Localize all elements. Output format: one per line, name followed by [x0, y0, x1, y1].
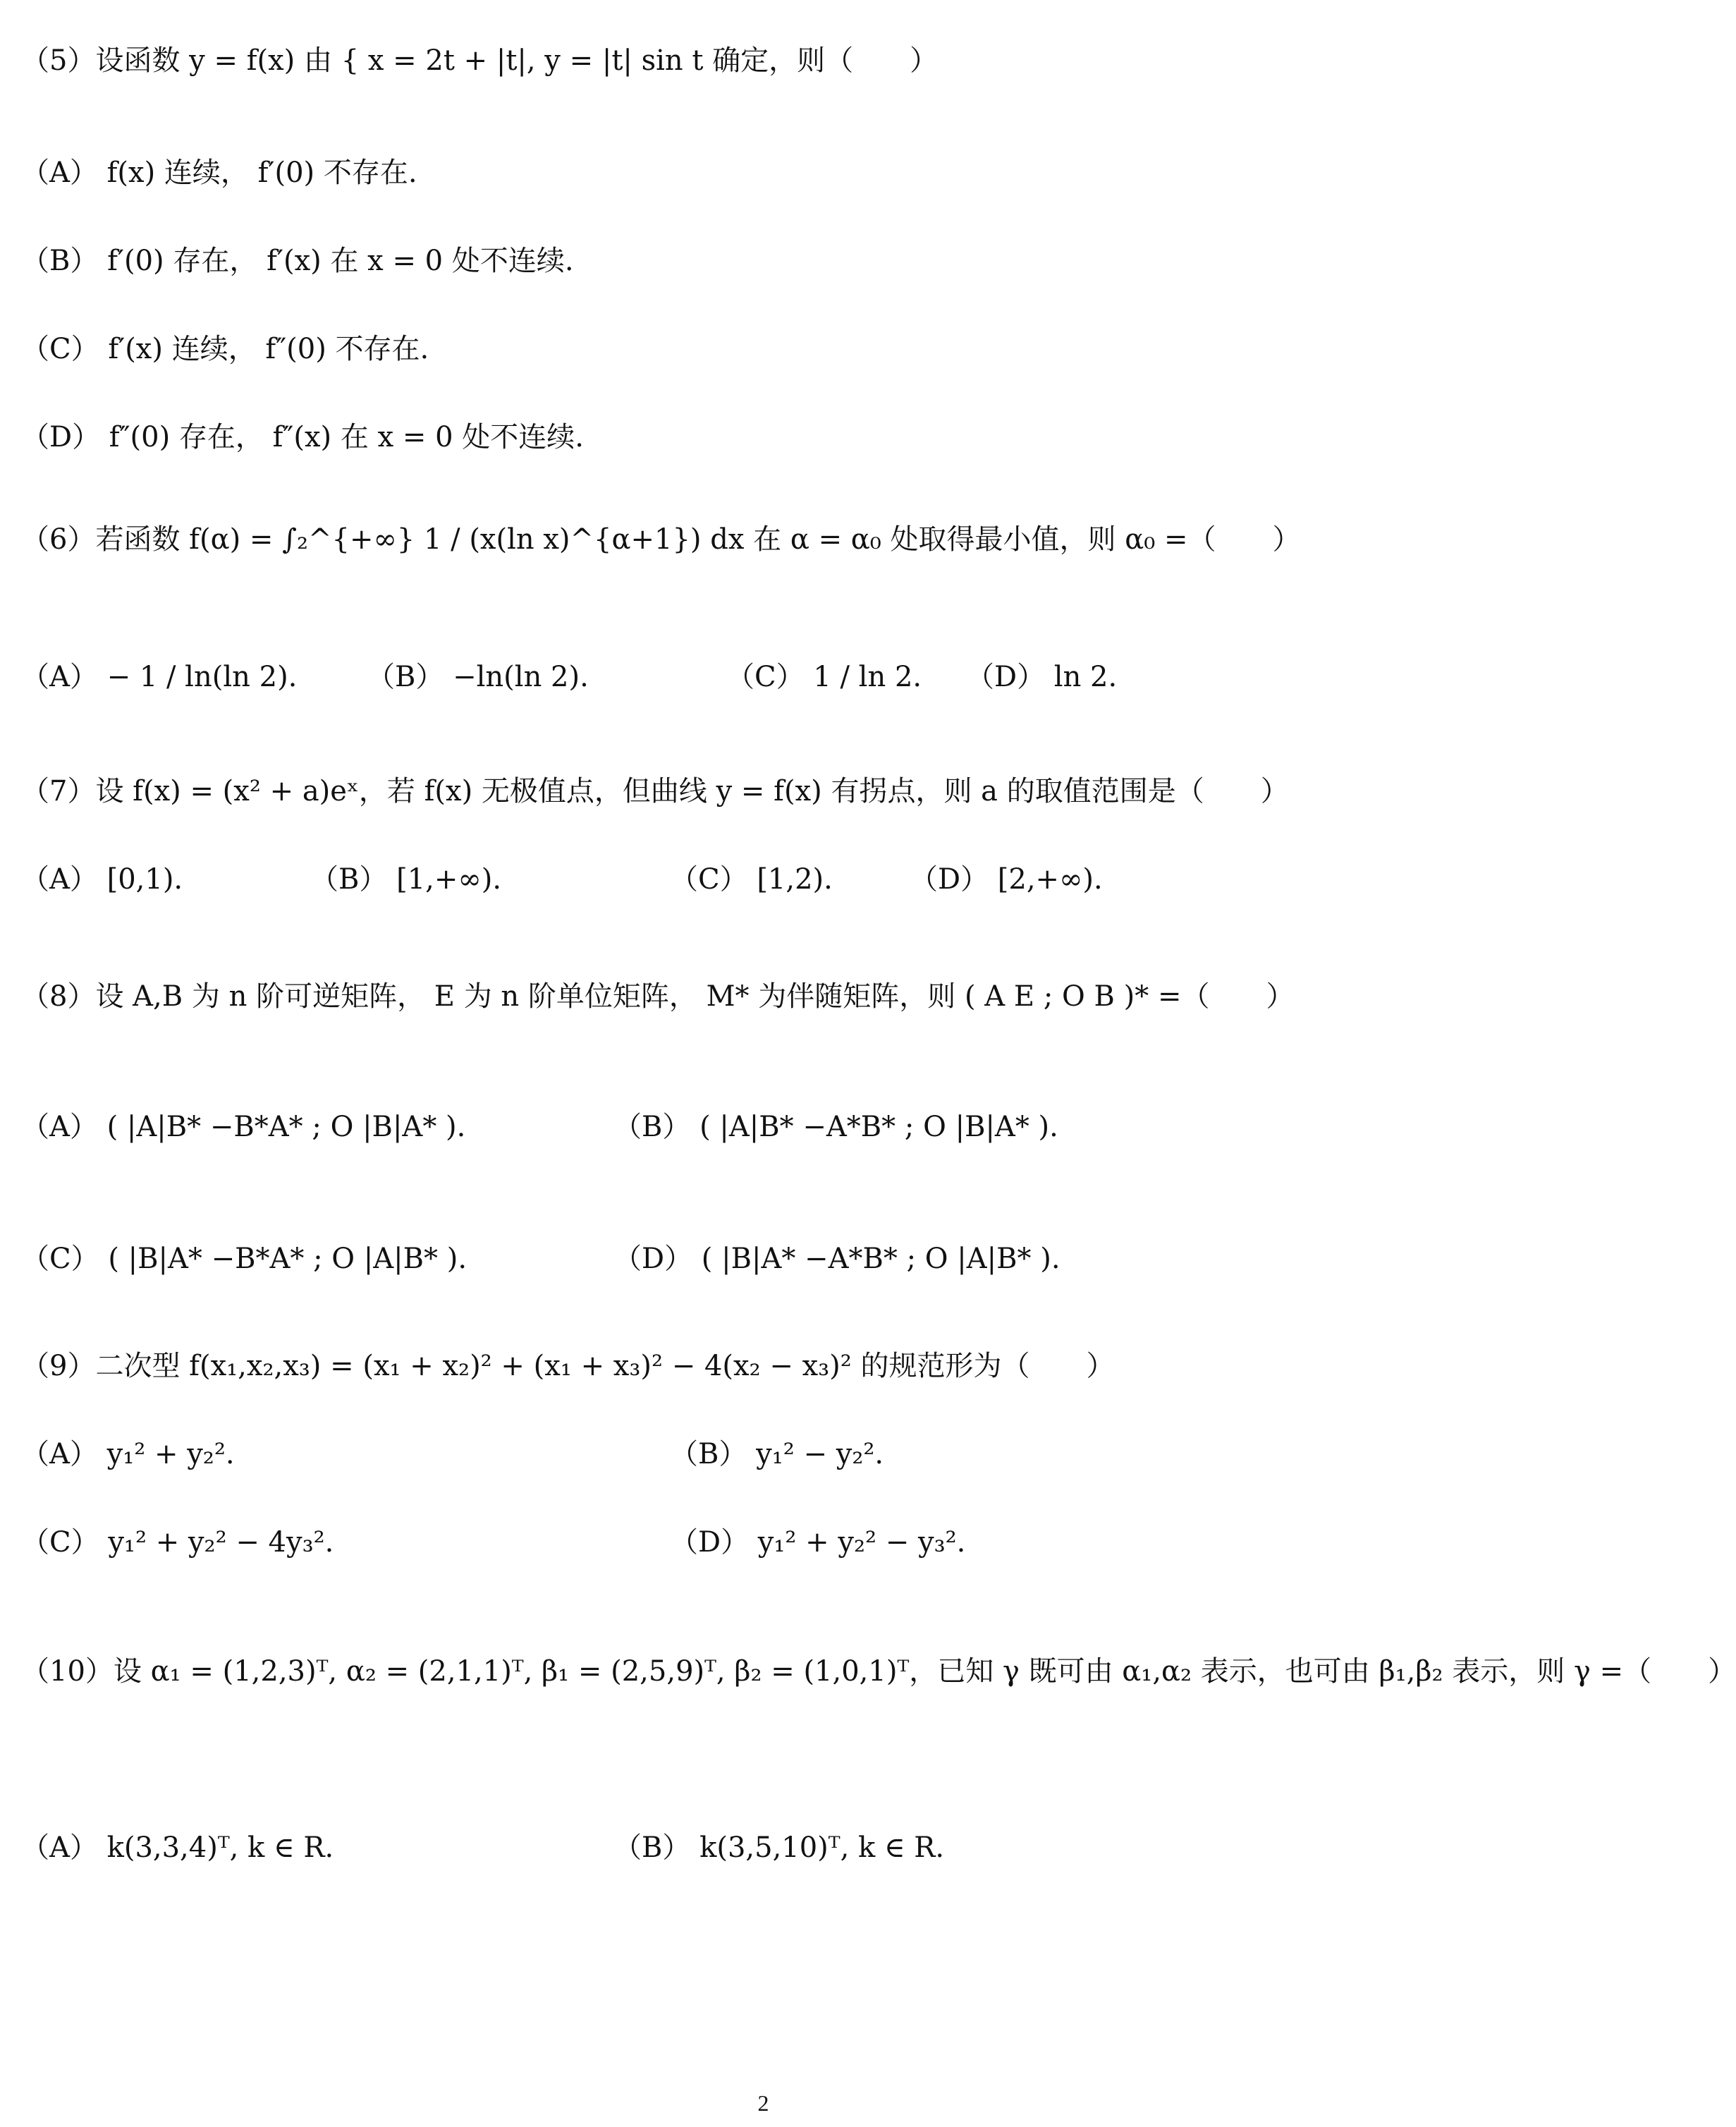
q5-option-c[interactable]: （C） f′(x) 连续， f″(0) 不存在. [21, 333, 429, 365]
q9-option-d[interactable]: （D） y₁² + y₂² − y₃². [670, 1526, 966, 1559]
q10-option-a[interactable]: （A） k(3,3,4)ᵀ, k ∈ R. [21, 1832, 334, 1864]
q6-option-a[interactable]: （A） − 1 / ln(ln 2). [21, 661, 298, 693]
q9-stem: （9）二次型 f(x₁,x₂,x₃) = (x₁ + x₂)² + (x₁ + x₃)² − 4(x₂ − x₃)² 的规范形为（ ） [21, 1350, 1115, 1382]
q8-option-c[interactable]: （C） ( |B|A* −B*A* ; O |A|B* ). [21, 1243, 467, 1275]
q7-option-a[interactable]: （A） [0,1). [21, 863, 183, 896]
q8-option-a[interactable]: （A） ( |A|B* −B*A* ; O |B|A* ). [21, 1111, 466, 1143]
q7-stem: （7）设 f(x) = (x² + a)eˣ，若 f(x) 无极值点，但曲线 y = f(x) 有拐点，则 a 的取值范围是（ ） [21, 775, 1289, 807]
q10-stem: （10）设 α₁ = (1,2,3)ᵀ, α₂ = (2,1,1)ᵀ, β₁ = (2,5,9)ᵀ, β₂ = (1,0,1)ᵀ，已知 γ 既可由 α₁,α₂ 表示，也可由 β₁,β₂ 表示，则 γ =（ ） [21, 1655, 1736, 1688]
q7-option-c[interactable]: （C） [1,2). [670, 863, 833, 896]
q8-option-d[interactable]: （D） ( |B|A* −A*B* ; O |A|B* ). [613, 1243, 1060, 1275]
q5-stem: （5）设函数 y = f(x) 由 { x = 2t + |t|, y = |t| sin t 确定，则（ ） [21, 44, 939, 77]
q6-option-d[interactable]: （D） ln 2. [966, 661, 1118, 693]
q8-stem: （8）设 A,B 为 n 阶可逆矩阵， E 为 n 阶单位矩阵， M* 为伴随矩阵，则 ( A E ; O B )* =（ ） [21, 980, 1295, 1013]
q5-option-d[interactable]: （D） f″(0) 存在， f″(x) 在 x = 0 处不连续. [21, 421, 584, 453]
q5-option-b[interactable]: （B） f′(0) 存在， f′(x) 在 x = 0 处不连续. [21, 245, 574, 277]
q7-option-d[interactable]: （D） [2,+∞). [910, 863, 1103, 896]
q8-option-b[interactable]: （B） ( |A|B* −A*B* ; O |B|A* ). [613, 1111, 1058, 1143]
q9-option-a[interactable]: （A） y₁² + y₂². [21, 1438, 235, 1470]
q9-option-c[interactable]: （C） y₁² + y₂² − 4y₃². [21, 1526, 334, 1559]
q7-option-b[interactable]: （B） [1,+∞). [310, 863, 502, 896]
q5-option-a[interactable]: （A） f(x) 连续， f′(0) 不存在. [21, 157, 417, 189]
q10-option-b[interactable]: （B） k(3,5,10)ᵀ, k ∈ R. [613, 1832, 945, 1864]
q9-option-b[interactable]: （B） y₁² − y₂². [670, 1438, 884, 1470]
q6-option-c[interactable]: （C） 1 / ln 2. [726, 661, 922, 693]
page-number: 2 [757, 2090, 769, 2116]
q6-stem: （6）若函数 f(α) = ∫₂^{+∞} 1 / (x(ln x)^{α+1}) dx 在 α = α₀ 处取得最小值，则 α₀ =（ ） [21, 523, 1301, 556]
q6-option-b[interactable]: （B） −ln(ln 2). [367, 661, 589, 693]
